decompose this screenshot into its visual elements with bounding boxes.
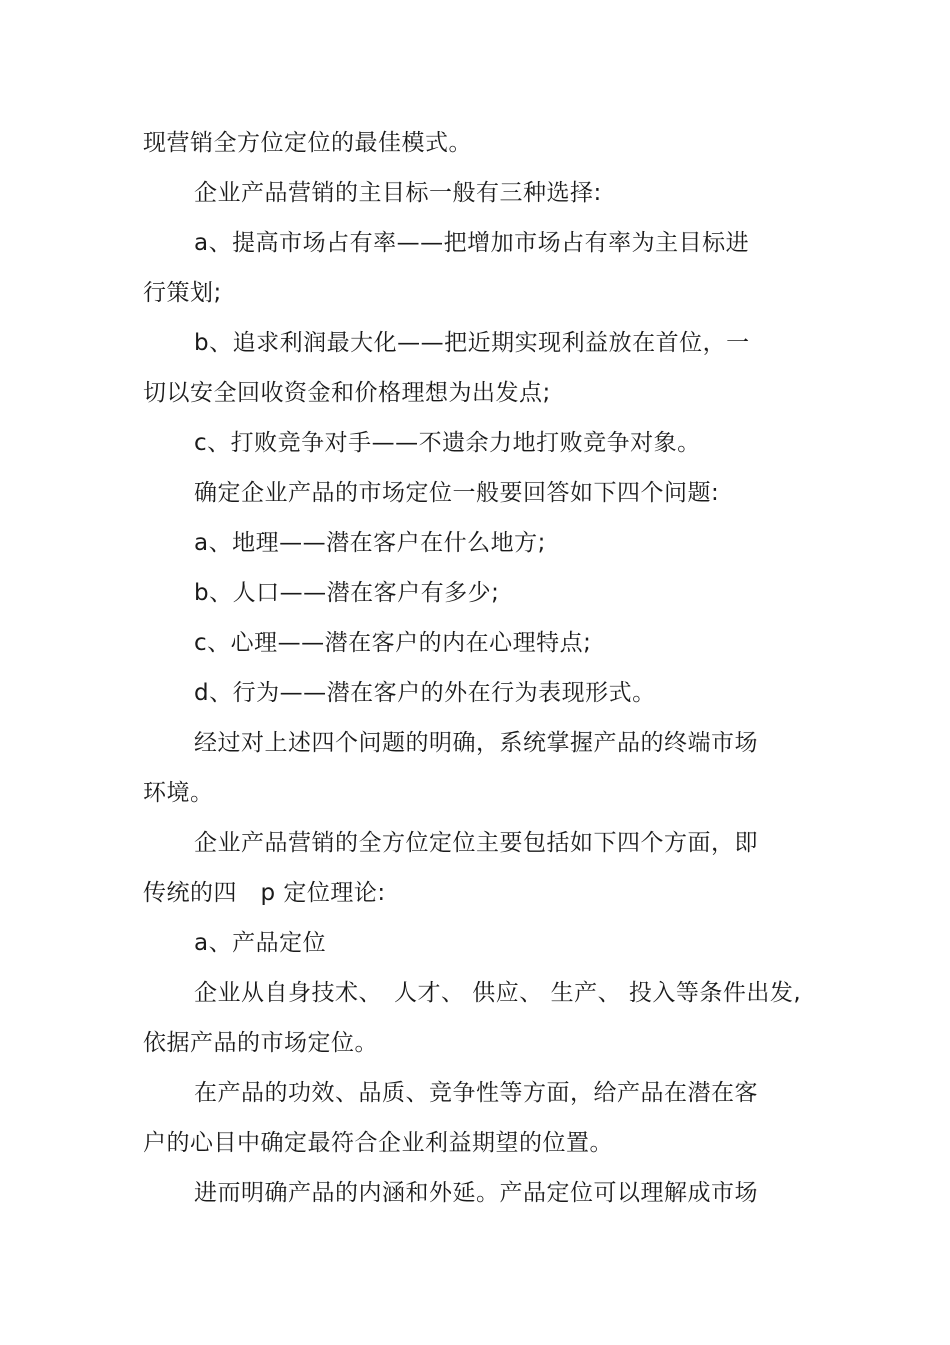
text-line: 企业产品营销的全方位定位主要包括如下四个方面，即: [194, 830, 758, 856]
text-line: b、追求利润最大化——把近期实现利益放在首位，一: [194, 330, 750, 356]
text-line: d、行为——潜在客户的外在行为表现形式。: [194, 680, 656, 706]
text-line: 环境。: [143, 780, 214, 806]
text-line: 行策划;: [143, 280, 222, 306]
text-line: 在产品的功效、品质、竞争性等方面，给产品在潜在客: [194, 1080, 758, 1106]
text-line: 户的心目中确定最符合企业利益期望的位置。: [143, 1130, 613, 1156]
text-line: c、心理——潜在客户的内在心理特点;: [194, 630, 592, 656]
text-line: b、人口——潜在客户有多少;: [194, 580, 500, 606]
text-line: 企业从自身技术、 人才、 供应、 生产、 投入等条件出发,: [194, 980, 802, 1006]
text-line: 切以安全回收资金和价格理想为出发点;: [143, 380, 551, 406]
text-line: 传统的四 p 定位理论:: [143, 880, 386, 906]
text-line: 进而明确产品的内涵和外延。产品定位可以理解成市场: [194, 1180, 758, 1206]
text-line: a、地理——潜在客户在什么地方;: [194, 530, 546, 556]
text-line: 依据产品的市场定位。: [143, 1030, 378, 1056]
text-line: c、打败竞争对手——不遗余力地打败竞争对象。: [194, 430, 701, 456]
text-line: 现营销全方位定位的最佳模式。: [143, 130, 472, 156]
text-line: 确定企业产品的市场定位一般要回答如下四个问题:: [194, 480, 720, 506]
text-line: a、提高市场占有率——把增加市场占有率为主目标进: [194, 230, 750, 256]
text-line: a、产品定位: [194, 930, 327, 956]
text-line: 经过对上述四个问题的明确，系统掌握产品的终端市场: [194, 730, 758, 756]
text-line: 企业产品营销的主目标一般有三种选择:: [194, 180, 602, 206]
